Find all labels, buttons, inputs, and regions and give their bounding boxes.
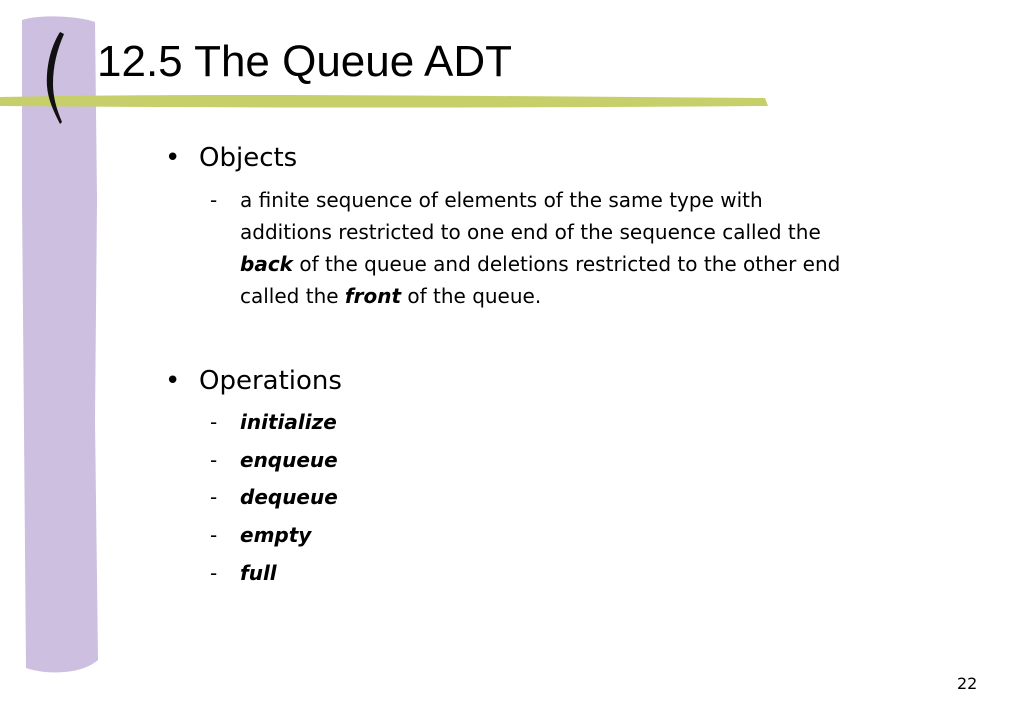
objects-description-dash: -: [210, 188, 218, 212]
bullet-objects: [165, 142, 297, 174]
operation-full: full: [240, 561, 277, 585]
slide-title: 12.5 The Queue ADT: [97, 37, 513, 86]
description-line-4: [240, 280, 1000, 312]
page-number: 22: [957, 674, 978, 693]
operation-dash: -: [210, 523, 218, 547]
term-back: back: [240, 252, 293, 276]
operation-initialize: initialize: [240, 410, 337, 434]
operation-dequeue: dequeue: [240, 485, 338, 509]
operation-dash: -: [210, 410, 218, 434]
operation-empty: empty: [240, 523, 312, 547]
description-line-1: a finite sequence of elements of the same type with: [240, 188, 763, 212]
description-line-4-pre: called the: [240, 284, 345, 308]
objects-description: [240, 184, 1000, 312]
bullet-dot: •: [165, 366, 181, 396]
description-line-3-rest: of the queue and deletions restricted to the other end: [292, 252, 841, 276]
side-bar: [22, 16, 98, 672]
operation-dash: -: [210, 485, 218, 509]
bullet-dot: •: [165, 143, 181, 173]
bullet-operations: [165, 365, 342, 397]
operation-dash: -: [210, 448, 218, 472]
description-line-2: additions restricted to one end of the sequence called the: [240, 220, 821, 244]
operation-enqueue: enqueue: [240, 448, 338, 472]
objects-heading: Objects: [199, 143, 298, 173]
term-front: front: [344, 284, 402, 308]
operation-dash: -: [210, 561, 218, 585]
operations-heading: Operations: [199, 366, 342, 396]
description-line-4-rest: of the queue.: [401, 284, 542, 308]
title-underline: [0, 95, 768, 107]
description-line-3: [240, 248, 1000, 280]
